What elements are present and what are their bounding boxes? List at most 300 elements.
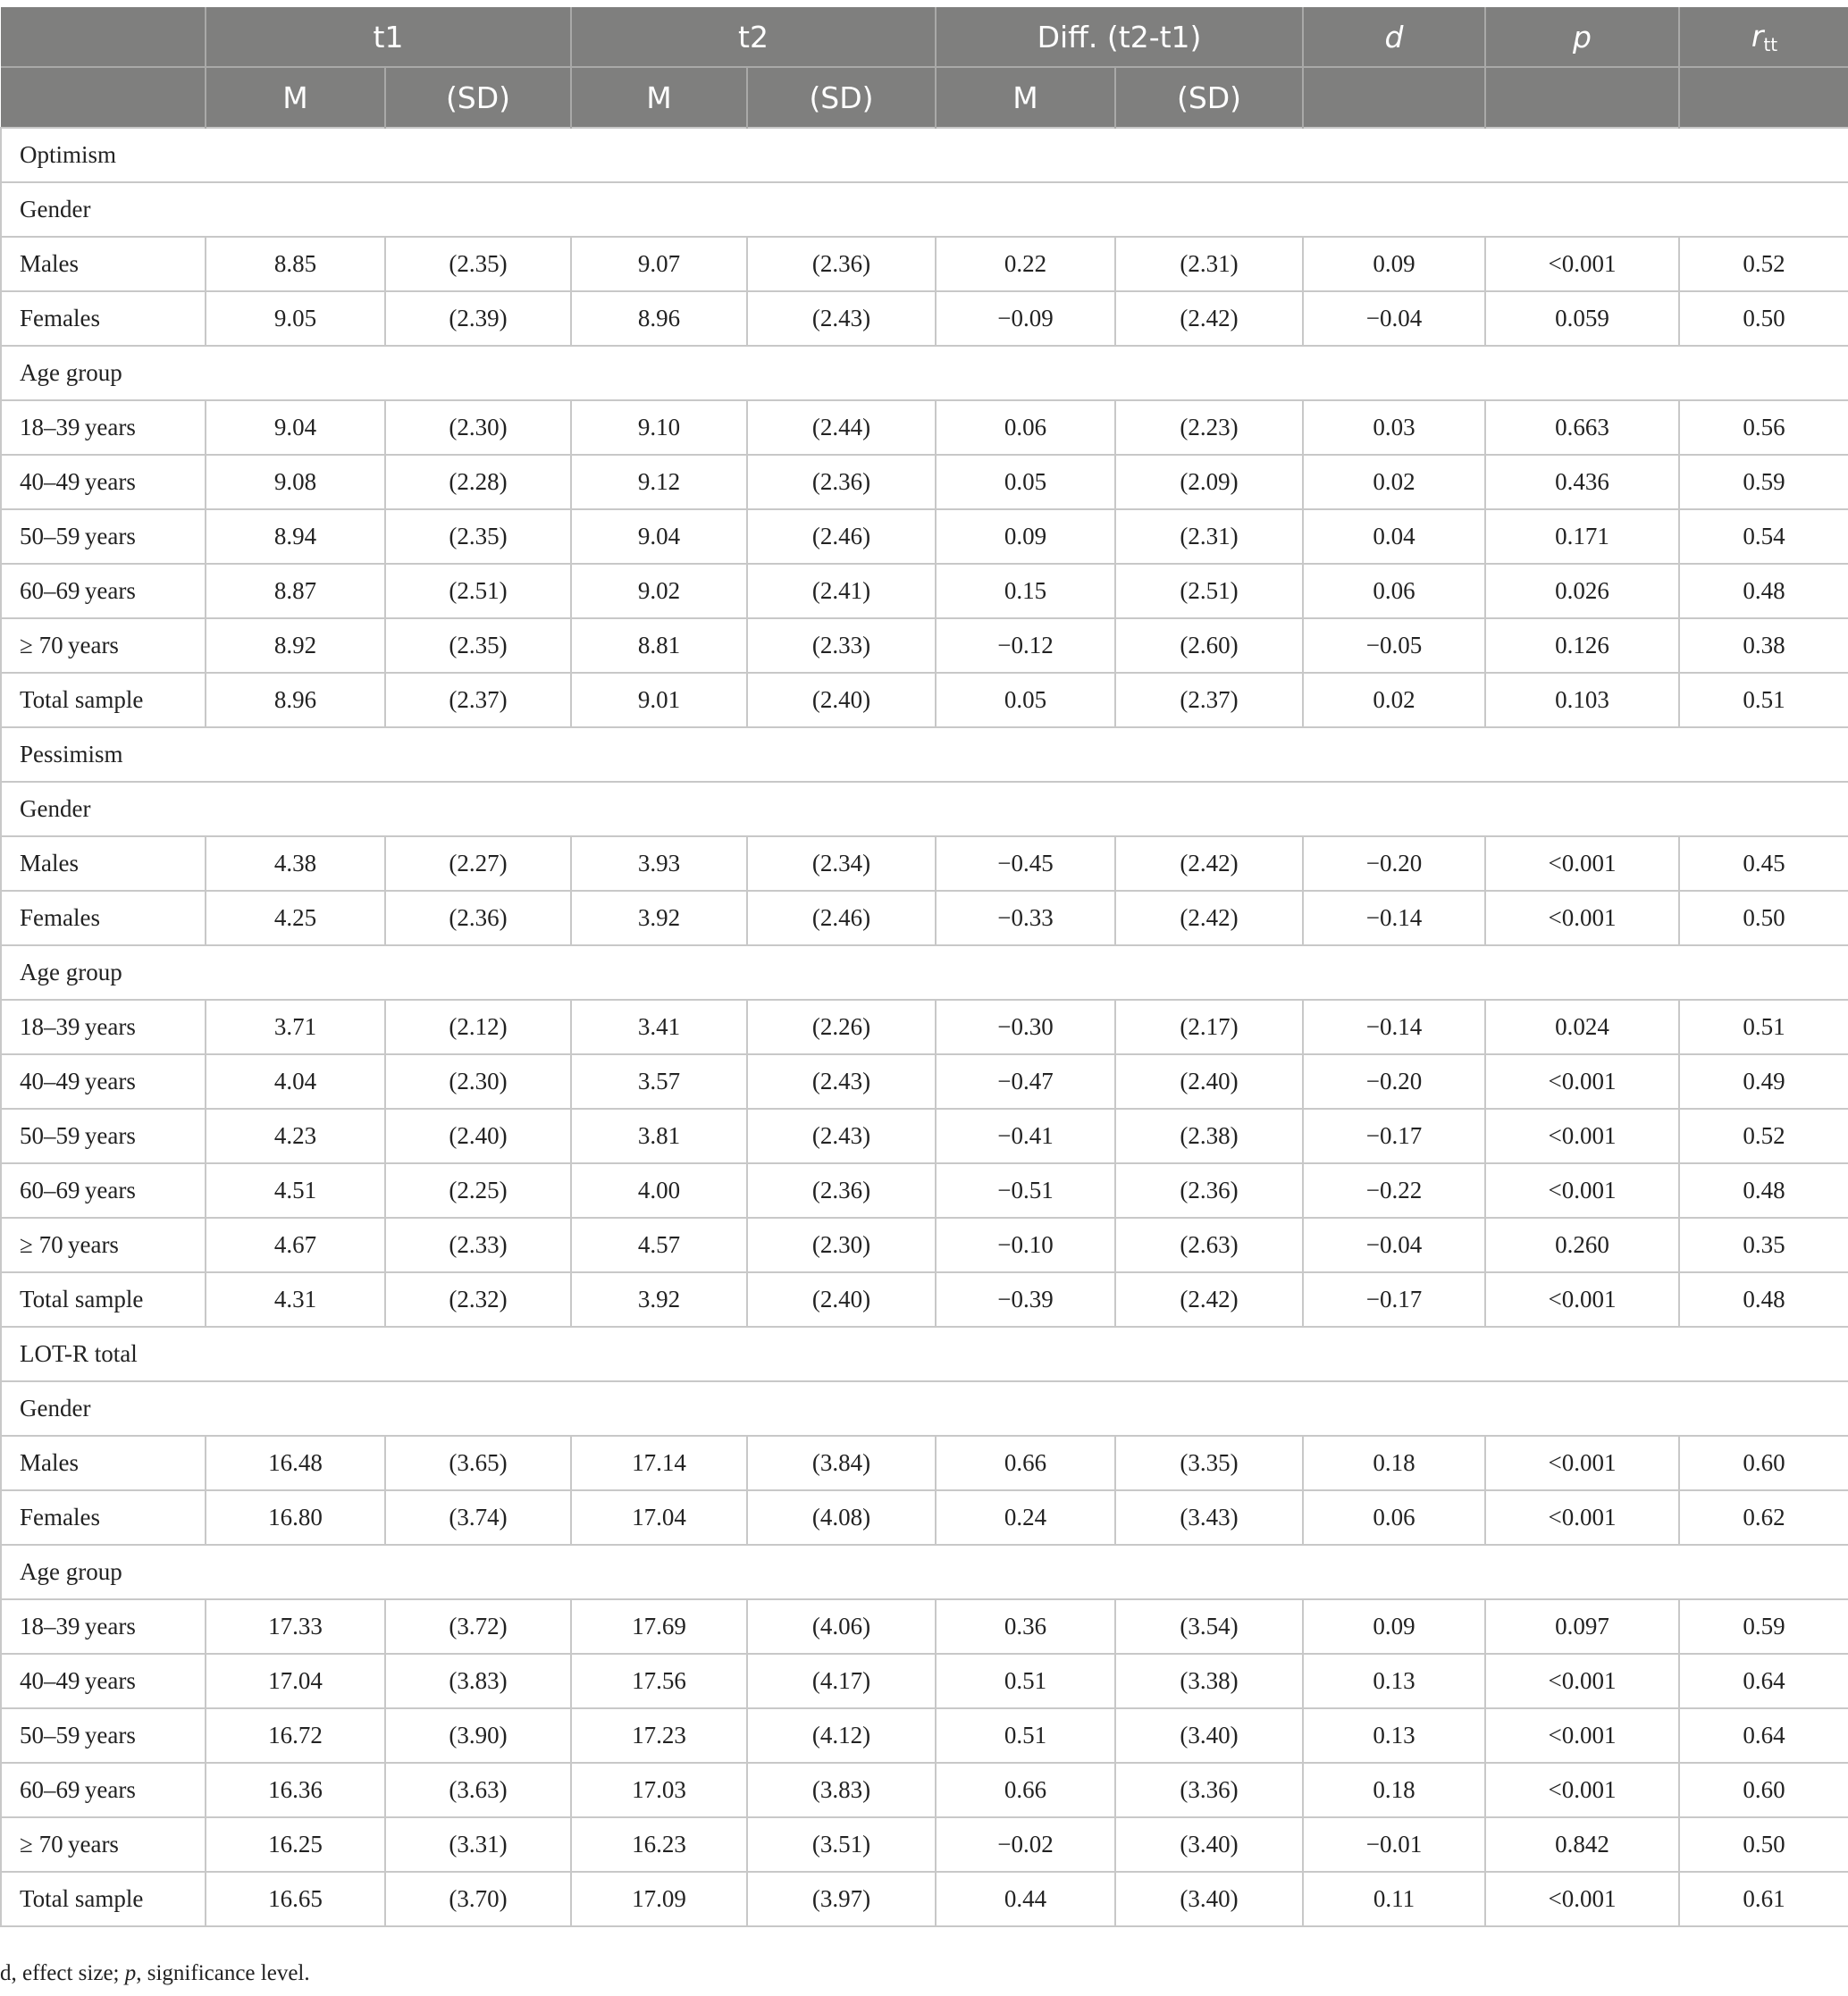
- table-cell: 4.25: [206, 891, 385, 945]
- table-cell: (3.90): [385, 1708, 571, 1763]
- table-cell: (2.60): [1115, 618, 1303, 673]
- table-cell: 0.50: [1679, 1817, 1848, 1872]
- table-cell: (3.84): [747, 1436, 936, 1490]
- table-row: [1, 1817, 1848, 1872]
- section-label: Age group: [1, 945, 1848, 1000]
- header-row-2: [1, 67, 1848, 128]
- table-cell: 0.52: [1679, 1109, 1848, 1163]
- table-cell: (2.40): [747, 673, 936, 727]
- table-cell: 0.24: [936, 1490, 1115, 1545]
- table-row: [1, 1872, 1848, 1926]
- table-cell: 0.09: [1303, 237, 1485, 291]
- table-cell: −0.10: [936, 1218, 1115, 1272]
- table-cell: 0.48: [1679, 564, 1848, 618]
- table-cell: (2.28): [385, 455, 571, 509]
- table-cell: 0.04: [1303, 509, 1485, 564]
- section-label: Gender: [1, 1381, 1848, 1436]
- table-cell: (2.34): [747, 836, 936, 891]
- table-cell: (2.37): [385, 673, 571, 727]
- section-row: [1, 1381, 1848, 1436]
- header-empty-d: [1303, 67, 1485, 128]
- row-label: ≥ 70 years: [1, 618, 206, 673]
- table-cell: <0.001: [1485, 1490, 1679, 1545]
- table-row: [1, 1708, 1848, 1763]
- table-cell: 9.04: [571, 509, 747, 564]
- table-cell: 0.18: [1303, 1436, 1485, 1490]
- table-cell: 0.18: [1303, 1763, 1485, 1817]
- table-cell: 16.72: [206, 1708, 385, 1763]
- table-cell: 4.67: [206, 1218, 385, 1272]
- row-label: 60–69 years: [1, 564, 206, 618]
- table-cell: (3.36): [1115, 1763, 1303, 1817]
- table-cell: −0.04: [1303, 1218, 1485, 1272]
- table-cell: 17.09: [571, 1872, 747, 1926]
- table-cell: (2.23): [1115, 400, 1303, 455]
- table-cell: 0.62: [1679, 1490, 1848, 1545]
- row-label: Total sample: [1, 1872, 206, 1926]
- section-label: Gender: [1, 182, 1848, 237]
- table-cell: 0.06: [1303, 564, 1485, 618]
- table-cell: (2.12): [385, 1000, 571, 1054]
- table-cell: (3.63): [385, 1763, 571, 1817]
- table-cell: (2.42): [1115, 891, 1303, 945]
- table-cell: (4.12): [747, 1708, 936, 1763]
- row-label: 50–59 years: [1, 1109, 206, 1163]
- table-cell: 0.54: [1679, 509, 1848, 564]
- table-cell: (3.97): [747, 1872, 936, 1926]
- table-cell: (3.70): [385, 1872, 571, 1926]
- table-cell: 9.04: [206, 400, 385, 455]
- table-cell: 16.23: [571, 1817, 747, 1872]
- table-cell: 0.59: [1679, 455, 1848, 509]
- row-label: Males: [1, 1436, 206, 1490]
- table-cell: (3.40): [1115, 1708, 1303, 1763]
- table-cell: 0.13: [1303, 1708, 1485, 1763]
- table-cell: (2.40): [747, 1272, 936, 1327]
- table-cell: 0.51: [1679, 1000, 1848, 1054]
- table-cell: (2.36): [747, 455, 936, 509]
- table-cell: (2.33): [385, 1218, 571, 1272]
- table-cell: (3.38): [1115, 1654, 1303, 1708]
- table-cell: 9.08: [206, 455, 385, 509]
- row-label: 50–59 years: [1, 1708, 206, 1763]
- table-cell: 0.36: [936, 1599, 1115, 1654]
- table-cell: 3.57: [571, 1054, 747, 1109]
- row-label: Males: [1, 836, 206, 891]
- table-cell: 0.260: [1485, 1218, 1679, 1272]
- header-rtt-sub: tt: [1763, 33, 1778, 55]
- table-cell: 0.45: [1679, 836, 1848, 891]
- table-cell: 0.02: [1303, 455, 1485, 509]
- table-cell: 0.03: [1303, 400, 1485, 455]
- table-cell: <0.001: [1485, 1708, 1679, 1763]
- section-row: [1, 182, 1848, 237]
- table-cell: <0.001: [1485, 891, 1679, 945]
- table-cell: 3.41: [571, 1000, 747, 1054]
- table-cell: 0.06: [1303, 1490, 1485, 1545]
- table-cell: <0.001: [1485, 1872, 1679, 1926]
- table-cell: (2.36): [1115, 1163, 1303, 1218]
- table-cell: (2.40): [385, 1109, 571, 1163]
- header-diff-m: M: [936, 67, 1115, 128]
- table-cell: <0.001: [1485, 836, 1679, 891]
- table-cell: 0.66: [936, 1436, 1115, 1490]
- header-d: d: [1303, 7, 1485, 67]
- footnote-p-letter: p: [124, 1961, 137, 1985]
- footnote-part2: , significance level.: [136, 1961, 310, 1985]
- table-cell: 0.48: [1679, 1163, 1848, 1218]
- row-label: 40–49 years: [1, 455, 206, 509]
- row-label: Total sample: [1, 1272, 206, 1327]
- table-cell: 16.25: [206, 1817, 385, 1872]
- section-row: [1, 1545, 1848, 1599]
- table-cell: (2.35): [385, 618, 571, 673]
- header-empty-p: [1485, 67, 1679, 128]
- table-cell: −0.33: [936, 891, 1115, 945]
- row-label: Total sample: [1, 673, 206, 727]
- table-cell: 0.59: [1679, 1599, 1848, 1654]
- table-cell: 0.097: [1485, 1599, 1679, 1654]
- table-cell: (3.83): [385, 1654, 571, 1708]
- table-cell: (2.26): [747, 1000, 936, 1054]
- table-cell: 8.85: [206, 237, 385, 291]
- table-cell: (3.40): [1115, 1872, 1303, 1926]
- table-cell: 0.026: [1485, 564, 1679, 618]
- table-cell: (2.42): [1115, 291, 1303, 346]
- table-cell: 3.93: [571, 836, 747, 891]
- table-cell: 0.15: [936, 564, 1115, 618]
- table-row: [1, 509, 1848, 564]
- table-cell: (2.25): [385, 1163, 571, 1218]
- table-cell: 17.69: [571, 1599, 747, 1654]
- table-row: [1, 1436, 1848, 1490]
- section-label: Optimism: [1, 128, 1848, 182]
- table-cell: −0.12: [936, 618, 1115, 673]
- header-t1: t1: [206, 7, 571, 67]
- row-label: 60–69 years: [1, 1763, 206, 1817]
- table-cell: 0.436: [1485, 455, 1679, 509]
- table-cell: (2.46): [747, 509, 936, 564]
- table-cell: (2.38): [1115, 1109, 1303, 1163]
- row-label: 40–49 years: [1, 1054, 206, 1109]
- table-cell: 0.663: [1485, 400, 1679, 455]
- table-cell: (2.46): [747, 891, 936, 945]
- table-cell: (2.30): [385, 1054, 571, 1109]
- table-cell: 17.03: [571, 1763, 747, 1817]
- table-cell: (3.72): [385, 1599, 571, 1654]
- table-cell: 0.60: [1679, 1436, 1848, 1490]
- table-cell: (3.31): [385, 1817, 571, 1872]
- section-label: LOT-R total: [1, 1327, 1848, 1381]
- table-cell: −0.17: [1303, 1109, 1485, 1163]
- table-cell: 9.07: [571, 237, 747, 291]
- section-row: [1, 346, 1848, 400]
- table-cell: −0.05: [1303, 618, 1485, 673]
- table-cell: <0.001: [1485, 1436, 1679, 1490]
- table-cell: 0.52: [1679, 237, 1848, 291]
- table-cell: 17.14: [571, 1436, 747, 1490]
- table-cell: 0.842: [1485, 1817, 1679, 1872]
- row-label: Females: [1, 891, 206, 945]
- row-label: ≥ 70 years: [1, 1218, 206, 1272]
- table-cell: (2.43): [747, 1054, 936, 1109]
- table-cell: 17.04: [571, 1490, 747, 1545]
- row-label: 18–39 years: [1, 1599, 206, 1654]
- table-cell: (2.42): [1115, 1272, 1303, 1327]
- table-cell: <0.001: [1485, 1163, 1679, 1218]
- table-cell: 0.44: [936, 1872, 1115, 1926]
- table-cell: (3.74): [385, 1490, 571, 1545]
- table-cell: 8.87: [206, 564, 385, 618]
- table-row: [1, 291, 1848, 346]
- table-cell: (2.09): [1115, 455, 1303, 509]
- table-cell: 17.23: [571, 1708, 747, 1763]
- table-cell: 0.48: [1679, 1272, 1848, 1327]
- table-cell: (3.40): [1115, 1817, 1303, 1872]
- table-row: [1, 1763, 1848, 1817]
- table-cell: 3.92: [571, 891, 747, 945]
- table-row: [1, 891, 1848, 945]
- table-cell: −0.20: [1303, 836, 1485, 891]
- table-cell: 0.024: [1485, 1000, 1679, 1054]
- header-p: p: [1485, 7, 1679, 67]
- table-cell: (3.43): [1115, 1490, 1303, 1545]
- header-corner: [1, 7, 206, 67]
- table-cell: 9.12: [571, 455, 747, 509]
- table-cell: (2.36): [747, 237, 936, 291]
- table-cell: (2.51): [1115, 564, 1303, 618]
- table-cell: 16.65: [206, 1872, 385, 1926]
- table-row: [1, 1654, 1848, 1708]
- table-cell: 16.36: [206, 1763, 385, 1817]
- row-label: 18–39 years: [1, 1000, 206, 1054]
- table-cell: −0.09: [936, 291, 1115, 346]
- table-cell: (2.37): [1115, 673, 1303, 727]
- table-cell: 17.04: [206, 1654, 385, 1708]
- section-row: [1, 1327, 1848, 1381]
- table-cell: 0.56: [1679, 400, 1848, 455]
- table-cell: 0.50: [1679, 291, 1848, 346]
- table-cell: (3.35): [1115, 1436, 1303, 1490]
- table-cell: <0.001: [1485, 1109, 1679, 1163]
- table-row: [1, 836, 1848, 891]
- table-cell: 8.92: [206, 618, 385, 673]
- table-row: [1, 1109, 1848, 1163]
- table-cell: 0.66: [936, 1763, 1115, 1817]
- table-row: [1, 673, 1848, 727]
- table-cell: 0.22: [936, 237, 1115, 291]
- table-cell: −0.02: [936, 1817, 1115, 1872]
- table-cell: 4.51: [206, 1163, 385, 1218]
- table-cell: 4.23: [206, 1109, 385, 1163]
- table-row: [1, 1054, 1848, 1109]
- table-cell: −0.30: [936, 1000, 1115, 1054]
- table-cell: (3.54): [1115, 1599, 1303, 1654]
- table-cell: 0.38: [1679, 618, 1848, 673]
- table-cell: (2.40): [1115, 1054, 1303, 1109]
- table-cell: (4.17): [747, 1654, 936, 1708]
- section-row: [1, 945, 1848, 1000]
- table-cell: 9.01: [571, 673, 747, 727]
- table-cell: (3.83): [747, 1763, 936, 1817]
- table-cell: (2.31): [1115, 509, 1303, 564]
- table-cell: (2.30): [747, 1218, 936, 1272]
- table-cell: −0.14: [1303, 891, 1485, 945]
- table-cell: 0.05: [936, 673, 1115, 727]
- table-cell: (2.17): [1115, 1000, 1303, 1054]
- header-diff: Diff. (t2-t1): [936, 7, 1303, 67]
- table-cell: 8.96: [571, 291, 747, 346]
- table-row: [1, 1490, 1848, 1545]
- table-cell: (2.36): [385, 891, 571, 945]
- table-row: [1, 455, 1848, 509]
- table-header: [1, 7, 1848, 128]
- table-cell: −0.17: [1303, 1272, 1485, 1327]
- table-footnote: [0, 1961, 310, 1986]
- table-cell: 3.81: [571, 1109, 747, 1163]
- section-row: [1, 128, 1848, 182]
- table-cell: 0.64: [1679, 1654, 1848, 1708]
- table-cell: 0.09: [936, 509, 1115, 564]
- table-cell: (2.31): [1115, 237, 1303, 291]
- table-cell: 8.81: [571, 618, 747, 673]
- row-label: 50–59 years: [1, 509, 206, 564]
- table-cell: 0.171: [1485, 509, 1679, 564]
- table-cell: 9.10: [571, 400, 747, 455]
- table-cell: 9.02: [571, 564, 747, 618]
- header-t1-sd: (SD): [385, 67, 571, 128]
- table-cell: −0.45: [936, 836, 1115, 891]
- header-rtt-main: r: [1751, 18, 1764, 54]
- table-cell: <0.001: [1485, 1272, 1679, 1327]
- table-cell: 0.02: [1303, 673, 1485, 727]
- table-cell: −0.51: [936, 1163, 1115, 1218]
- table-row: [1, 1000, 1848, 1054]
- table-cell: −0.14: [1303, 1000, 1485, 1054]
- table-cell: 0.126: [1485, 618, 1679, 673]
- table-cell: (2.36): [747, 1163, 936, 1218]
- table-row: [1, 1599, 1848, 1654]
- table-cell: 16.48: [206, 1436, 385, 1490]
- results-table: [0, 7, 1848, 1927]
- table-cell: (2.63): [1115, 1218, 1303, 1272]
- table-cell: 16.80: [206, 1490, 385, 1545]
- section-row: [1, 782, 1848, 836]
- table-cell: (2.30): [385, 400, 571, 455]
- row-label: 18–39 years: [1, 400, 206, 455]
- table-cell: <0.001: [1485, 1654, 1679, 1708]
- table-cell: 3.71: [206, 1000, 385, 1054]
- table-body: [1, 128, 1848, 1926]
- table-cell: (2.35): [385, 509, 571, 564]
- table-cell: 3.92: [571, 1272, 747, 1327]
- section-label: Age group: [1, 346, 1848, 400]
- table-cell: 0.11: [1303, 1872, 1485, 1926]
- table-cell: 0.60: [1679, 1763, 1848, 1817]
- table-cell: 0.059: [1485, 291, 1679, 346]
- table-cell: 0.103: [1485, 673, 1679, 727]
- header-empty-rtt: [1679, 67, 1848, 128]
- table-cell: (2.44): [747, 400, 936, 455]
- table-cell: (2.43): [747, 291, 936, 346]
- table-cell: 0.51: [936, 1708, 1115, 1763]
- table-row: [1, 1218, 1848, 1272]
- table-cell: 0.13: [1303, 1654, 1485, 1708]
- table-cell: 0.35: [1679, 1218, 1848, 1272]
- row-label: Females: [1, 291, 206, 346]
- table-row: [1, 400, 1848, 455]
- table-cell: −0.20: [1303, 1054, 1485, 1109]
- table-cell: (4.06): [747, 1599, 936, 1654]
- table-cell: 0.06: [936, 400, 1115, 455]
- row-label: Males: [1, 237, 206, 291]
- table-cell: (2.39): [385, 291, 571, 346]
- table-cell: −0.47: [936, 1054, 1115, 1109]
- table-cell: (3.65): [385, 1436, 571, 1490]
- table-cell: (4.08): [747, 1490, 936, 1545]
- header-corner-2: [1, 67, 206, 128]
- table-cell: 17.56: [571, 1654, 747, 1708]
- table-cell: <0.001: [1485, 1054, 1679, 1109]
- section-label: Gender: [1, 782, 1848, 836]
- header-t2: t2: [571, 7, 936, 67]
- table-cell: 0.05: [936, 455, 1115, 509]
- header-row-1: [1, 7, 1848, 67]
- header-t2-m: M: [571, 67, 747, 128]
- row-label: 40–49 years: [1, 1654, 206, 1708]
- table-cell: (2.32): [385, 1272, 571, 1327]
- table-cell: −0.41: [936, 1109, 1115, 1163]
- table-cell: (2.43): [747, 1109, 936, 1163]
- table-cell: −0.39: [936, 1272, 1115, 1327]
- row-label: 60–69 years: [1, 1163, 206, 1218]
- row-label: ≥ 70 years: [1, 1817, 206, 1872]
- table-row: [1, 237, 1848, 291]
- table-cell: −0.01: [1303, 1817, 1485, 1872]
- table-cell: (2.27): [385, 836, 571, 891]
- table-cell: 0.64: [1679, 1708, 1848, 1763]
- table-cell: (2.33): [747, 618, 936, 673]
- header-diff-sd: (SD): [1115, 67, 1303, 128]
- table-cell: 4.31: [206, 1272, 385, 1327]
- table-cell: 8.94: [206, 509, 385, 564]
- table-cell: <0.001: [1485, 1763, 1679, 1817]
- table-cell: 0.51: [1679, 673, 1848, 727]
- header-t1-m: M: [206, 67, 385, 128]
- table-cell: −0.22: [1303, 1163, 1485, 1218]
- table-cell: −0.04: [1303, 291, 1485, 346]
- table-cell: 4.00: [571, 1163, 747, 1218]
- table-row: [1, 1272, 1848, 1327]
- header-t2-sd: (SD): [747, 67, 936, 128]
- table-cell: 4.57: [571, 1218, 747, 1272]
- table-cell: 17.33: [206, 1599, 385, 1654]
- section-label: Pessimism: [1, 727, 1848, 782]
- section-label: Age group: [1, 1545, 1848, 1599]
- table-cell: 0.61: [1679, 1872, 1848, 1926]
- table-cell: 8.96: [206, 673, 385, 727]
- table-cell: 0.51: [936, 1654, 1115, 1708]
- table-cell: 0.50: [1679, 891, 1848, 945]
- table-cell: (2.42): [1115, 836, 1303, 891]
- table-row: [1, 1163, 1848, 1218]
- table-cell: 4.38: [206, 836, 385, 891]
- table-cell: (2.41): [747, 564, 936, 618]
- table-row: [1, 564, 1848, 618]
- table-cell: 9.05: [206, 291, 385, 346]
- table-cell: <0.001: [1485, 237, 1679, 291]
- row-label: Females: [1, 1490, 206, 1545]
